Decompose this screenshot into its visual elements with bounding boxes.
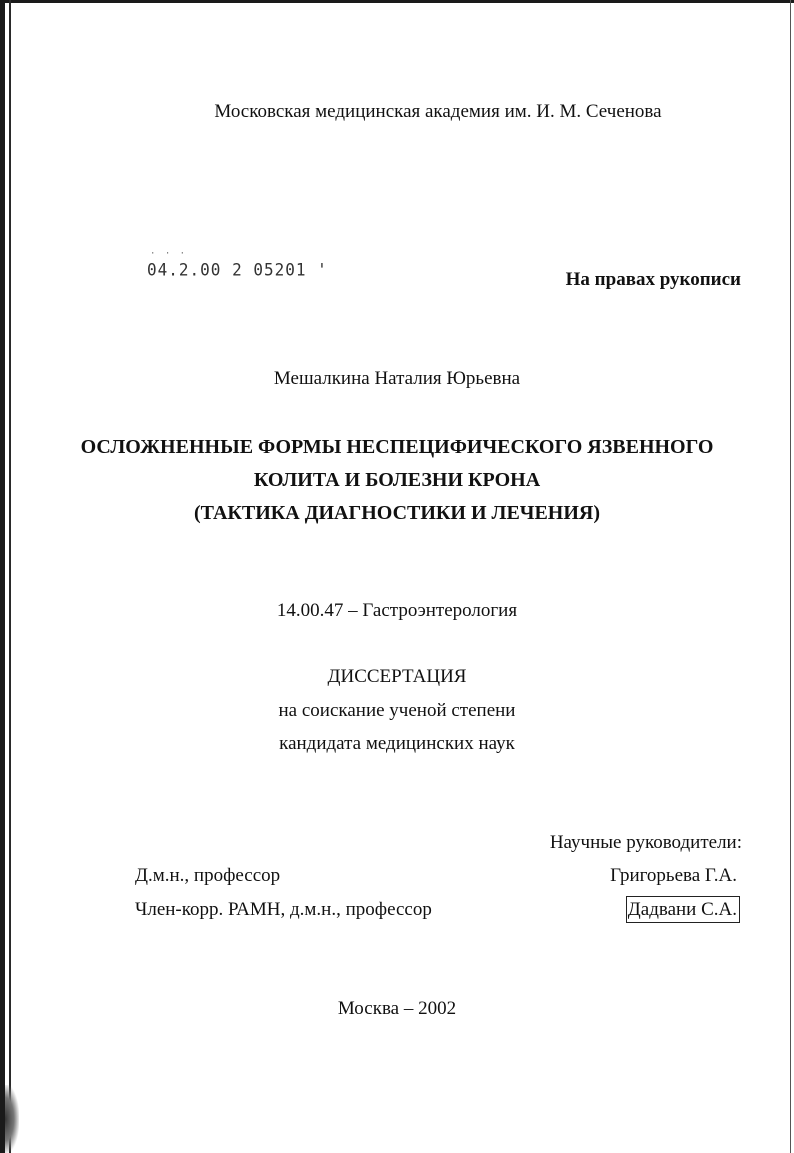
degree-line-2: кандидата медицинских наук bbox=[279, 733, 515, 754]
registration-stamp-dots: · · · bbox=[150, 249, 188, 259]
scan-blot bbox=[5, 1085, 19, 1153]
scan-edge-top bbox=[0, 0, 794, 3]
supervisor-2-title: Член-корр. РАМН, д.м.н., профессор bbox=[135, 899, 432, 920]
scan-edge-left bbox=[0, 0, 5, 1153]
supervisor-1-name: Григорьева Г.А. bbox=[610, 865, 737, 886]
title-line-2: КОЛИТА И БОЛЕЗНИ КРОНА bbox=[253, 469, 541, 491]
degree-line-1: на соискание ученой степени bbox=[278, 700, 516, 721]
scan-edge-right bbox=[790, 0, 791, 1153]
supervisors-heading: Научные руководители: bbox=[549, 832, 742, 853]
registration-stamp: 04.2.00 2 05201 ' bbox=[147, 259, 328, 280]
title-line-1: ОСЛОЖНЕННЫЕ ФОРМЫ НЕСПЕЦИФИЧЕСКОГО ЯЗВЕННОГО bbox=[80, 436, 714, 458]
city-year: Москва – 2002 bbox=[337, 998, 457, 1019]
supervisor-2-name: Дадвани С.А. bbox=[626, 896, 740, 923]
rights-note: На правах рукописи bbox=[565, 269, 741, 290]
supervisor-1-title: Д.м.н., профессор bbox=[135, 865, 281, 886]
title-line-3: (ТАКТИКА ДИАГНОСТИКИ И ЛЕЧЕНИЯ) bbox=[193, 502, 601, 524]
scan-edge-left-inner bbox=[9, 0, 11, 1153]
specialty-code: 14.00.47 – Гастроэнтерология bbox=[276, 600, 518, 621]
dissertation-title bbox=[0, 431, 794, 530]
work-type: ДИССЕРТАЦИЯ bbox=[327, 666, 467, 687]
institution-name: Московская медицинская академия им. И. М. Сеченова bbox=[214, 101, 662, 122]
author-name: Мешалкина Наталия Юрьевна bbox=[273, 368, 521, 389]
